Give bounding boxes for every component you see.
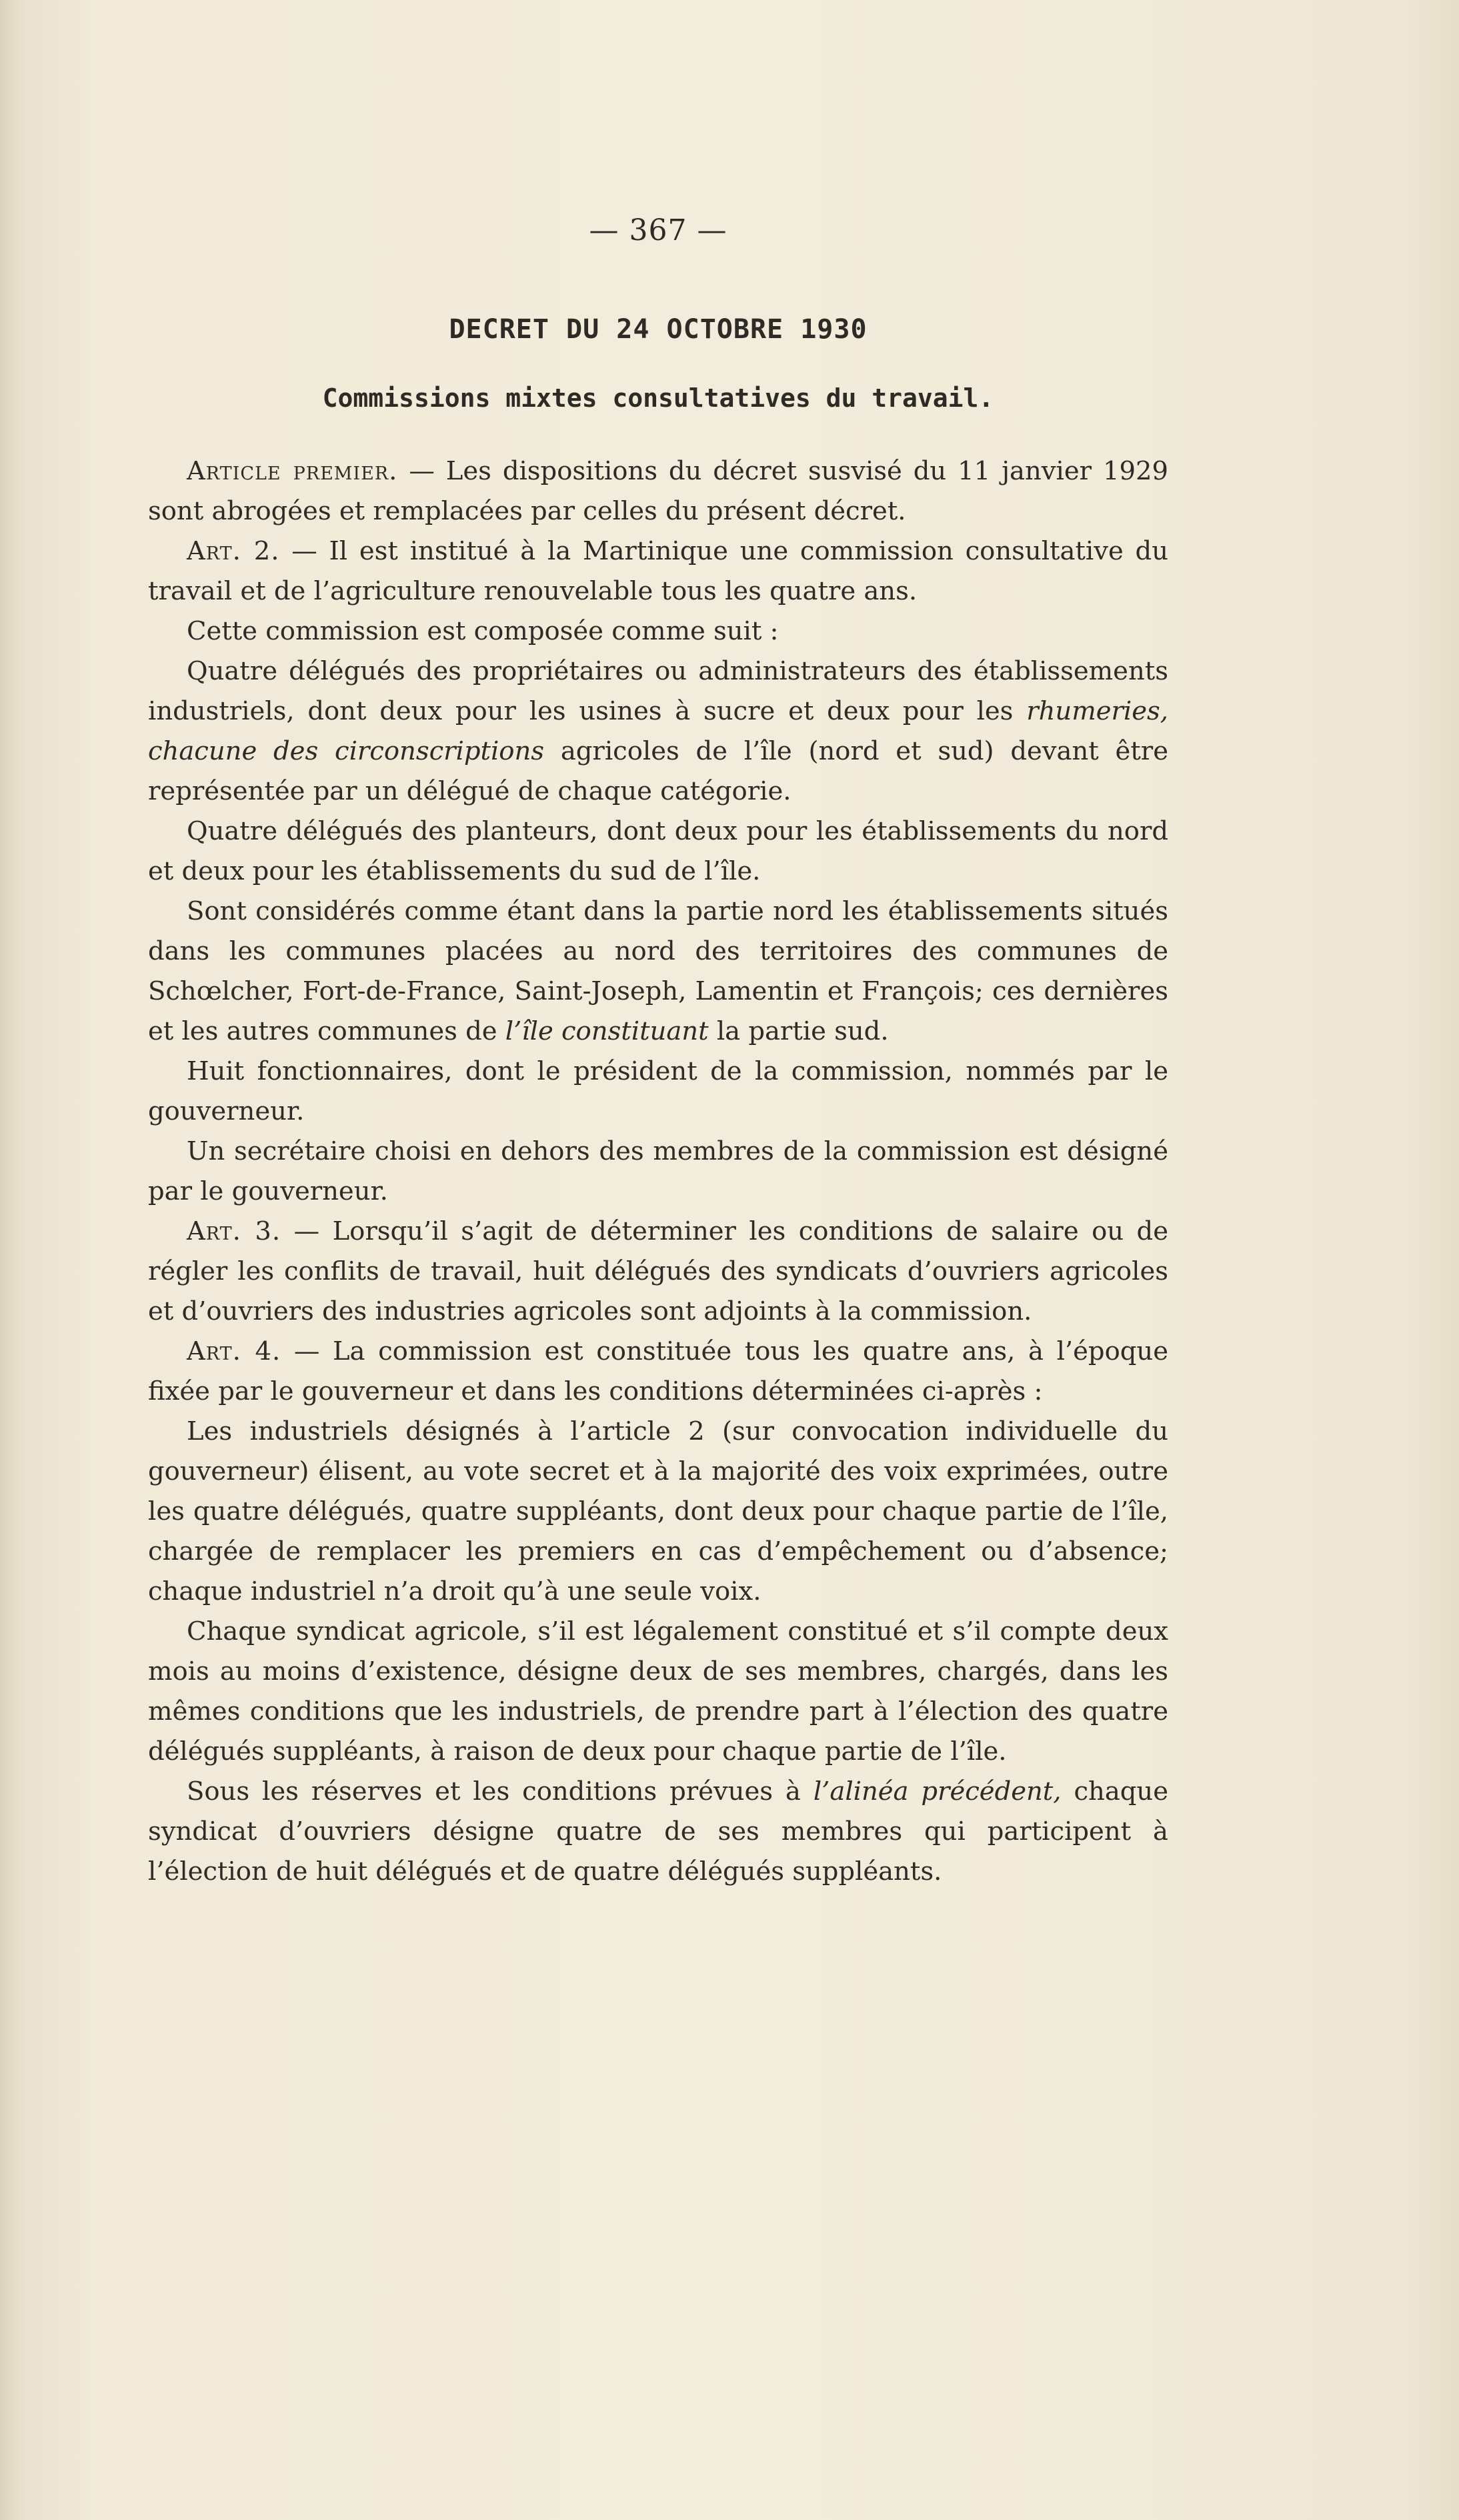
workers-syndicate-paragraph — [148, 1772, 1168, 1892]
article-label: Art. 4. — [187, 1336, 281, 1366]
paragraph-text: Sous les réserves et les conditions prévues à — [187, 1776, 814, 1806]
paragraph-text: la partie sud. — [708, 1016, 889, 1046]
italic-text: rhumeries, chacune des circonscriptions — [148, 696, 1168, 766]
agricultural-syndicate-paragraph — [148, 1612, 1168, 1772]
officials-paragraph — [148, 1052, 1168, 1132]
article-2-paragraph — [148, 531, 1168, 611]
paragraph-text: Quatre délégués des planteurs, dont deux pour les établissements du nord et deux pour les établissements du sud de l’île. — [148, 816, 1168, 886]
paragraph-text: Sont considérés comme étant dans la partie nord les établissements situés dans les communes placées au nord des territoires des communes de Schœlcher, Fort-de-France, Saint-Joseph, Lamentin et François; ces dernières et les autres communes de — [148, 896, 1168, 1046]
article-3-paragraph — [148, 1212, 1168, 1332]
paragraph-text: agricoles de l’île (nord et sud) devant être représentée par un délégué de chaque catégorie. — [148, 736, 1168, 806]
paragraph-text: — Il est institué à la Martinique une commission consultative du travail et de l’agriculture renouvelable tous les quatre ans. — [148, 536, 1168, 606]
article-1-paragraph — [148, 451, 1168, 531]
secretary-paragraph — [148, 1132, 1168, 1212]
italic-text: l’île constituant — [505, 1016, 709, 1046]
decree-title: DECRET DU 24 OCTOBRE 1930 — [449, 314, 868, 345]
paragraph-text: — Lorsqu’il s’agit de déterminer les conditions de salaire ou de régler les conflits de travail, huit délégués des syndicats d’ouvriers agricoles et d’ouvriers des industries agricoles sont adjoints à la commission. — [148, 1216, 1168, 1326]
document-body — [148, 213, 1168, 1892]
industrial-delegates-paragraph — [148, 652, 1168, 812]
paragraph-text: Chaque syndicat agricole, s’il est légalement constitué et s’il compte deux mois au moins d’existence, désigne deux de ses membres, chargés, dans les mêmes conditions que les industriels, de prendre part à l’élection des quatre délégués suppléants, à raison de deux pour chaque partie de l’île. — [148, 1616, 1168, 1766]
paragraph-text: Les industriels désignés à l’article 2 (sur convocation individuelle du gouverneur) élisent, au vote secret et à la majorité des voix exprimées, outre les quatre délégués, quatre suppléants, dont deux pour chaque partie de l’île, chargée de remplacer les premiers en cas d’empêchement ou d’absence; chaque industriel n’a droit qu’à une seule voix. — [148, 1416, 1168, 1606]
composition-paragraph — [148, 611, 1168, 652]
north-south-paragraph — [148, 892, 1168, 1052]
industrialists-election-paragraph — [148, 1412, 1168, 1612]
article-label: Art. 3. — [187, 1216, 281, 1246]
article-4-paragraph — [148, 1332, 1168, 1412]
paragraph-text: Huit fonctionnaires, dont le président de la commission, nommés par le gouverneur. — [148, 1056, 1168, 1126]
paragraph-text: Un secrétaire choisi en dehors des membres de la commission est désigné par le gouverneur. — [148, 1136, 1168, 1206]
paragraph-text: Cette commission est composée comme suit : — [187, 616, 779, 646]
paragraph-text: — La commission est constituée tous les quatre ans, à l’époque fixée par le gouverneur et dans les conditions déterminées ci-après : — [148, 1336, 1168, 1406]
paragraph-text: — Les dispositions du décret susvisé du 11 janvier 1929 sont abrogées et remplacées par celles du présent décret. — [148, 456, 1168, 526]
article-label: Article premier. — [187, 456, 398, 486]
planter-delegates-paragraph — [148, 812, 1168, 892]
italic-text: l’alinéa précédent, — [813, 1776, 1062, 1806]
paragraph-text: chaque syndicat d’ouvriers désigne quatre de ses membres qui participent à l’élection de huit délégués et de quatre délégués suppléants. — [148, 1776, 1168, 1886]
page-number: — 367 — — [589, 213, 727, 247]
decree-subtitle: Commissions mixtes consultatives du travail. — [322, 383, 994, 413]
paragraph-text: Quatre délégués des propriétaires ou administrateurs des établissements industriels, dont deux pour les usines à sucre et deux pour les — [148, 656, 1168, 726]
article-label: Art. 2. — [187, 536, 280, 566]
